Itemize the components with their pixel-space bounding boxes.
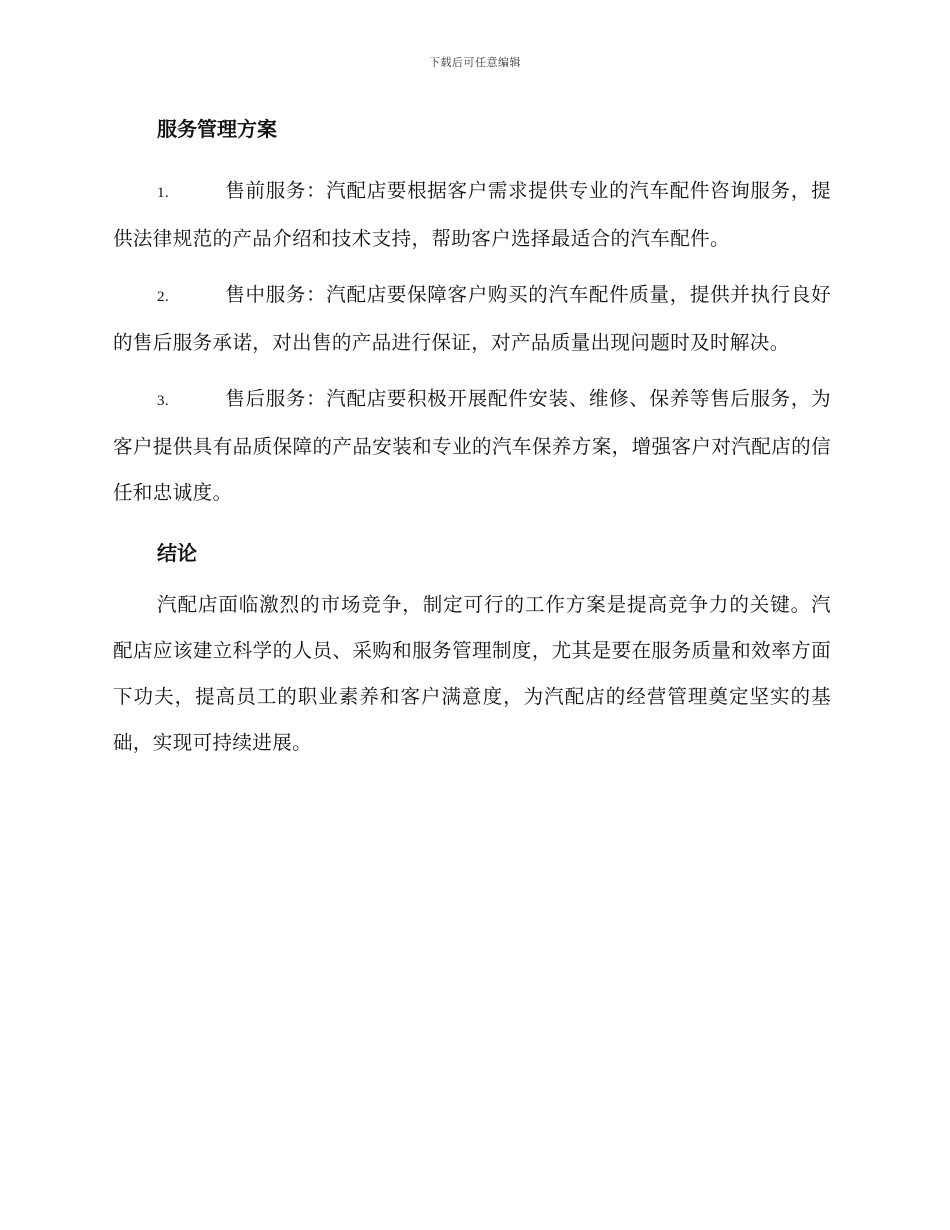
list-item-text: 售后服务：汽配店要积极开展配件安装、维修、保养等售后服务，为客户提供具有品质保障的产品安装和专业的汽车保养方案，增强客户对汽配店的信任和忠诚度。 <box>113 387 831 504</box>
header-note: 下载后可任意编辑 <box>429 56 521 69</box>
section-title-service: 服务管理方案 <box>157 117 277 141</box>
list-item <box>113 376 831 516</box>
conclusion-paragraph: 汽配店面临激烈的市场竞争，制定可行的工作方案是提高竞争力的关键。汽配店应该建立科学的人员、采购和服务管理制度，尤其是要在服务质量和效率方面下功夫，提高员工的职业素养和客户满意度，为汽配店的经营管理奠定坚实的基础，实现可持续进展。 <box>113 593 831 754</box>
document-body <box>113 112 831 776</box>
section-title-conclusion: 结论 <box>157 541 197 565</box>
list-item-number: 1. <box>157 185 170 201</box>
list-item-number: 2. <box>157 289 170 305</box>
list-item-number: 3. <box>157 393 170 409</box>
list-item <box>113 272 831 366</box>
list-item-text: 售前服务：汽配店要根据客户需求提供专业的汽车配件咨询服务，提供法律规范的产品介绍和技术支持，帮助客户选择最适合的汽车配件。 <box>113 179 831 250</box>
list-item <box>113 168 831 262</box>
list-item-text: 售中服务：汽配店要保障客户购买的汽车配件质量，提供并执行良好的售后服务承诺，对出售的产品进行保证，对产品质量出现问题时及时解决。 <box>113 283 831 354</box>
